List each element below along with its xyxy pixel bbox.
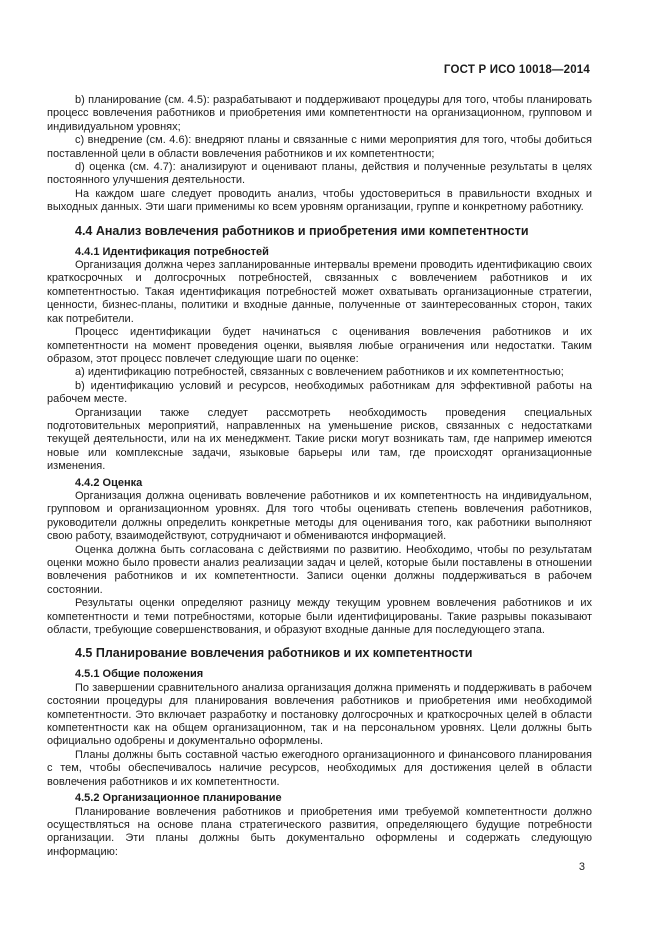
- section-heading: 4.5 Планирование вовлечения работников и их компетентности: [75, 646, 473, 661]
- section-heading: 4.4.1 Идентификация потребностей: [75, 245, 269, 258]
- paragraph: Оценка должна быть согласована с действиями по развитию. Необходимо, чтобы по результатам оценки можно было провести анализ реализации задач и целей, которые были поставлены в отношении вовлечения работников и их компетентности. Записи оценки должны поддерживаться в рабочем состоянии.: [47, 543, 592, 596]
- section-heading: 4.4 Анализ вовлечения работников и приобретения ими компетентности: [75, 223, 529, 238]
- page-number: 3: [578, 860, 585, 873]
- paragraph: Организация должна через запланированные интервалы времени проводить идентификацию своих краткосрочных и долгосрочных потребностей, связанных с вовлечением работников и их компетентностью. Такая идентификация потребностей может охватывать организационные стратегии, ценности, бизнес-планы, политики и входные данные, полученные от заинтересованных сторон, таких как потребители.: [47, 259, 592, 325]
- section-heading: 4.5.1 Общие положения: [75, 668, 204, 681]
- page-footer: [579, 861, 585, 874]
- paragraph: c) внедрение (см. 4.6): внедряют планы и связанные с ними мероприятия для того, чтобы добиться поставленной цели в области вовлечения работников и их компетентности;: [47, 134, 592, 160]
- document-body: [47, 94, 592, 859]
- paragraph: d) оценка (см. 4.7): анализируют и оценивают планы, действия и полученные результаты в целях постоянного улучшения деятельности.: [47, 161, 592, 187]
- paragraph: Организация должна оценивать вовлечение работников и их компетентность на индивидуальном, групповом и организационном уровнях. Для того чтобы оценивать степень вовлечения работников, руководители должны определить конкретные методы для оценивания того, как работники выполняют свою работу, взаимодействуют, сотрудничают и обмениваются информацией.: [47, 489, 592, 543]
- paragraph: Планирование вовлечения работников и приобретения ими требуемой компетентности должно осуществляться на основе плана стратегического развития, определяющего будущие потребности организации. Эти планы должны быть документально оформлены и содержать следующую информацию:: [47, 805, 592, 858]
- paragraph: По завершении сравнительного анализа организация должна применять и поддерживать в рабочем состоянии процедуры для планирования вовлечения работников и приобретения ими необходимой компетентности. Это включает разработку и постановку долгосрочных и краткосрочных целей в области компетентности как на общем организационном, так и на персональном уровнях. Цели должны быть официально одобрены и документально оформлены.: [47, 681, 592, 748]
- paragraph: a) идентификацию потребностей, связанных с вовлечением работников и их компетентностью;: [75, 366, 564, 379]
- page-header: [47, 64, 590, 77]
- section-heading: 4.5.2 Организационное планирование: [75, 792, 282, 805]
- paragraph: Планы должны быть составной частью ежегодного организационного и финансового планирования с тем, чтобы обеспечивалось наличие ресурсов, необходимых для достижения целей в области вовлечения работников и их компетентности.: [47, 748, 592, 788]
- document-code: ГОСТ Р ИСО 10018—2014: [443, 64, 590, 76]
- paragraph: b) планирование (см. 4.5): разрабатывают и поддерживают процедуры для того, чтобы планировать процесс вовлечения работников и приобретения ими компетентности на организационном, групповом и индивидуальном уровнях;: [47, 94, 592, 133]
- paragraph: На каждом шаге следует проводить анализ, чтобы удостовериться в правильности входных и выходных данных. Эти шаги применимы ко всем уровням организации, группе и конкретному работнику.: [47, 187, 592, 214]
- paragraph: Организации также следует рассмотреть необходимость проведения специальных подготовительных мероприятий, направленных на уменьшение рисков, связанных с недостатками текущей деятельности, или на их менеджмент. Такие риски могут возникать там, где например имеются новые или комплексные задачи, языковые барьеры или там, где происходят организационные изменения.: [47, 406, 592, 473]
- section-heading: 4.4.2 Оценка: [75, 476, 143, 489]
- paragraph: b) идентификацию условий и ресурсов, необходимых работникам для эффективной работы на рабочем месте.: [47, 379, 592, 406]
- paragraph: Процесс идентификации будет начинаться с оценивания вовлечения работников и их компетентности на момент проведения оценки, выявляя любые ограничения или недостатки. Таким образом, этот процесс повлечет следующие шаги по оценке:: [47, 326, 592, 365]
- paragraph: Результаты оценки определяют разницу между текущим уровнем вовлечения работников и их компетентности и теми потребностями, которые были идентифицированы. Такие разрывы показывают области, требующие совершенствования, и образуют входные данные для последующего этапа.: [47, 597, 592, 637]
